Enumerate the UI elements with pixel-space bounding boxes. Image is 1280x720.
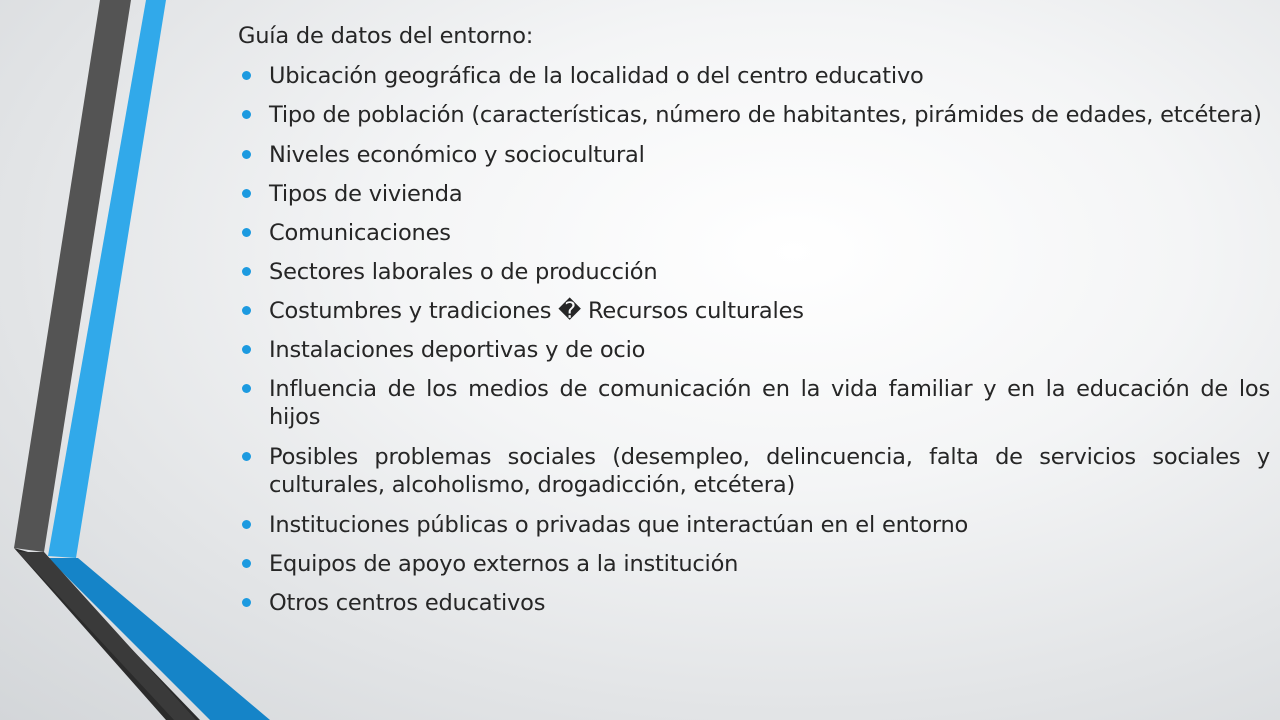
bullet-item	[238, 375, 1270, 431]
bullet-text: Posibles problemas sociales (desempleo, delincuencia, falta de servicios sociales y culturales, alcoholismo, drogadicción, etcétera)	[269, 444, 1270, 498]
bullet-dot-icon	[242, 71, 251, 80]
bullet-dot-icon	[242, 228, 251, 237]
bullet-item	[238, 336, 1270, 364]
bullet-text: Tipos de vivienda	[269, 181, 463, 207]
bullet-item	[238, 219, 1270, 247]
bullet-text: Costumbres y tradiciones � Recursos culturales	[269, 298, 804, 324]
bullet-item	[238, 550, 1270, 578]
bullet-dot-icon	[242, 345, 251, 354]
bullet-item	[238, 443, 1270, 499]
bullet-dot-icon	[242, 267, 251, 276]
bullet-text: Sectores laborales o de producción	[269, 259, 658, 285]
bullet-item	[238, 297, 1270, 325]
bullet-text: Equipos de apoyo externos a la institución	[269, 551, 739, 577]
slide-content	[238, 22, 1270, 628]
bullet-text: Instalaciones deportivas y de ocio	[269, 337, 646, 363]
bullet-text: Otros centros educativos	[269, 590, 546, 616]
bullet-item	[238, 511, 1270, 539]
bullet-text: Niveles económico y sociocultural	[269, 142, 645, 168]
bullet-dot-icon	[242, 559, 251, 568]
bullet-dot-icon	[242, 189, 251, 198]
bullet-item	[238, 141, 1270, 169]
bullet-dot-icon	[242, 110, 251, 119]
bullet-dot-icon	[242, 520, 251, 529]
bullet-dot-icon	[242, 150, 251, 159]
bullet-item	[238, 589, 1270, 617]
bullet-dot-icon	[242, 306, 251, 315]
bullet-text: Tipo de población (características, número de habitantes, pirámides de edades, etcétera)	[269, 102, 1262, 128]
bullet-dot-icon	[242, 452, 251, 461]
slide-heading: Guía de datos del entorno:	[238, 23, 534, 49]
bullet-item	[238, 180, 1270, 208]
bullet-item	[238, 101, 1270, 129]
bullet-item	[238, 258, 1270, 286]
bullet-dot-icon	[242, 598, 251, 607]
bullet-item	[238, 62, 1270, 90]
bullet-text: Comunicaciones	[269, 220, 451, 246]
bullet-text: Instituciones públicas o privadas que interactúan en el entorno	[269, 512, 969, 538]
bullet-list	[238, 62, 1270, 617]
bullet-text: Influencia de los medios de comunicación en la vida familiar y en la educación de los hijos	[269, 376, 1270, 430]
bullet-text: Ubicación geográfica de la localidad o del centro educativo	[269, 63, 924, 89]
bullet-dot-icon	[242, 384, 251, 393]
